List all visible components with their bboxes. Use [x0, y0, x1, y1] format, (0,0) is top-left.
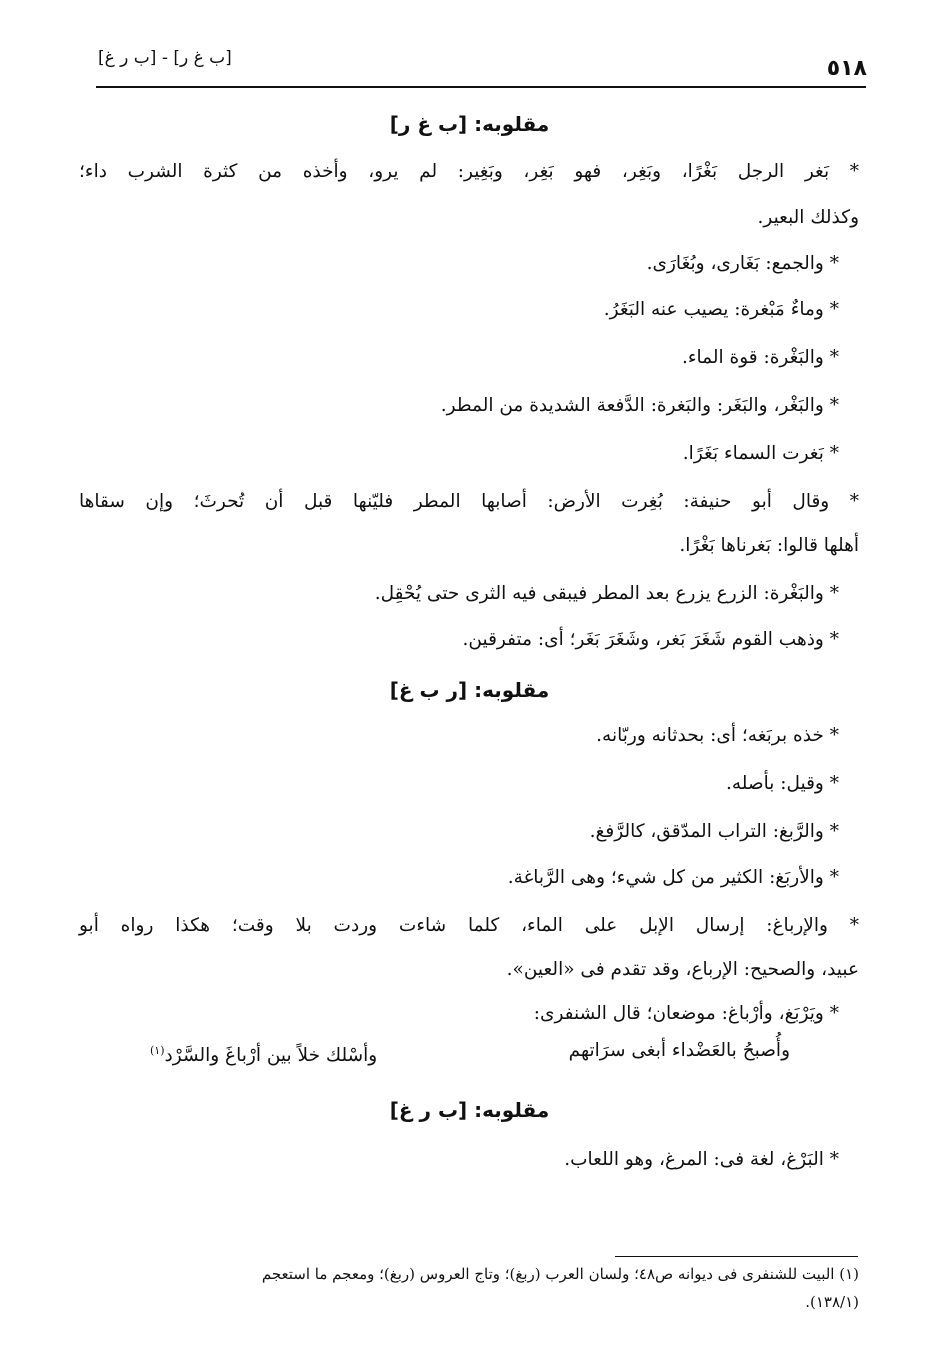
section-heading-brg: مقلوبه: [ب ر غ] [389, 1098, 550, 1122]
entry-line: * وذهب القوم شَغَرَ بَغر، وشَغَرَ بَغَر؛ أى: متفرقين. [462, 629, 839, 650]
entry-line: * وقال أبو حنيفة: بُغِرت الأرض: أصابها المطر فليّنها قبل أن تُحرثَ؛ وإن سقاها [79, 491, 859, 512]
entry-line: * البَرْغ، لغة فى: المرغ، وهو اللعاب. [564, 1149, 839, 1170]
entry-line: * بَغرت السماء بَغَرًا. [682, 443, 839, 464]
entry-line: أهلها قالوا: بَغرناها بَغْرًا. [679, 535, 859, 556]
verse-second-hemistich-text: وأسْلك خلاً بين أرْباغَ والسَّرْد [164, 1045, 378, 1067]
header-rule [96, 86, 866, 88]
entry-line: * والإرباغ: إرسال الإبل على الماء، كلما شاءت وردت بلا وقت؛ هكذا رواه أبو [79, 915, 859, 936]
entry-line: * والبَغْر، والبَغَر: والبَغرة: الدَّفعة الشديدة من المطر. [440, 395, 839, 416]
entry-line: * ويَرْبَغ، وأرْباغ: موضعان؛ قال الشنفرى: [533, 1003, 839, 1024]
entry-line: * والرَّبغ: التراب المدّقق، كالرَّفغ. [589, 821, 839, 842]
entry-line: * خذه بربَغه؛ أى: بحدثانه وربّانه. [596, 725, 839, 746]
entry-line: * وماءٌ مَبْغرة: يصيب عنه البَغَرُ. [603, 299, 839, 320]
entry-line: * والأربَغ: الكثير من كل شيء؛ وهى الرَّباغة. [507, 867, 839, 888]
verse-second-hemistich [150, 1036, 377, 1071]
entry-line: * والبَغْرة: الزرع يزرع بعد المطر فيبقى فيه الثرى حتى يُحْقِل. [374, 583, 839, 604]
section-heading-bgr: مقلوبه: [ب غ ر] [389, 112, 550, 136]
entry-line: * بَغر الرجل بَغْرًا، وبَغِر، فهو بَغِر، وبَغِير: لم يرو، وأخذه من كثرة الشرب داء؛ [79, 161, 859, 182]
entry-line: وكذلك البعير. [757, 207, 859, 228]
entry-line: * وقيل: بأصله. [725, 773, 839, 794]
footnote-line: (١٣٨/١). [805, 1293, 859, 1311]
entry-line: عبيد، والصحيح: الإرباع، وقد تقدم فى «العين». [506, 959, 859, 980]
footnote-rule [615, 1256, 858, 1257]
entry-line: * والجمع: بَغَارى، وبُغَارَى. [646, 253, 839, 274]
section-heading-rbg: مقلوبه: [ر ب غ] [389, 678, 550, 702]
footnote-line: (١) البيت للشنفرى فى ديوانه ص٤٨؛ ولسان العرب (ربغ)؛ وتاج العروس (ربغ)؛ ومعجم ما استعجم [261, 1265, 859, 1283]
verse-first-hemistich: وأُصبحُ بالعَضْداء أبغى سرَاتهم [568, 1040, 790, 1061]
page-number: ٥١٨ [826, 56, 867, 81]
running-title: [ب غ ر] - [ب ر غ] [98, 48, 232, 68]
entry-line: * والبَغْرة: قوة الماء. [681, 347, 839, 368]
footnote-marker: (١) [150, 1044, 165, 1057]
